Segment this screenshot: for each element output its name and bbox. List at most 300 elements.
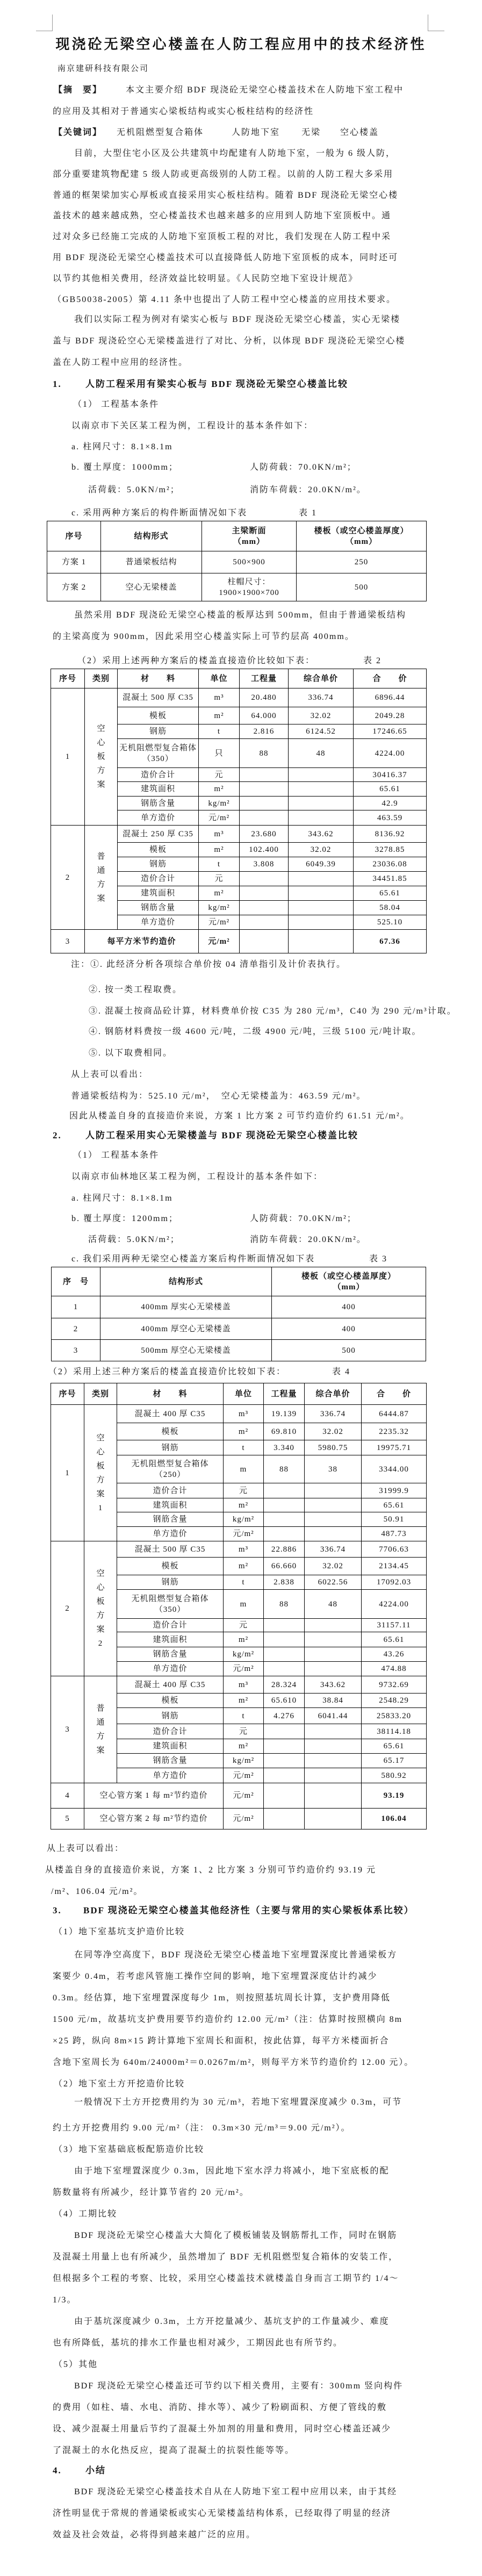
unit-price-cell: 336.74 bbox=[305, 1405, 362, 1423]
unit-price-cell: 6022.56 bbox=[305, 1575, 362, 1590]
total-cell: 2548.29 bbox=[362, 1694, 427, 1708]
unit-price-cell: 32.02 bbox=[289, 707, 354, 724]
unit-cell: 元/m² bbox=[224, 1783, 264, 1809]
unit-cell: m² bbox=[199, 886, 240, 901]
table-row bbox=[52, 1340, 426, 1361]
paragraph bbox=[53, 2311, 389, 2354]
quantity-cell bbox=[240, 901, 289, 915]
row-number-cell: 4 bbox=[51, 1783, 84, 1809]
total-cell: 17246.65 bbox=[354, 724, 427, 739]
page-corner-mark-right bbox=[428, 15, 444, 31]
text-line: /m²、106.04 元/m²。 bbox=[51, 1887, 143, 1896]
header-cell: 序号 bbox=[51, 1383, 84, 1405]
table-1 bbox=[47, 521, 427, 601]
unit-cell: m² bbox=[199, 843, 240, 857]
category-cell bbox=[84, 1676, 117, 1783]
text-line: BDF 现浇砼无梁空心楼盖还可节约以下相关费用，主要有：300mm 竖向构件 bbox=[74, 2381, 404, 2391]
text-line: 设、减少混凝土用量后节约了混凝土外加剂的用量和费用，同时空心楼盖还减少 bbox=[53, 2424, 392, 2434]
header-line: （mm） bbox=[346, 537, 377, 546]
cell: 1 bbox=[52, 1296, 100, 1318]
unit-price-cell bbox=[289, 782, 354, 797]
quantity-cell: 66.660 bbox=[264, 1558, 305, 1575]
quantity-cell: 2.838 bbox=[264, 1575, 305, 1590]
category-label: 空心板方案1 bbox=[96, 1433, 105, 1512]
unit-price-cell: 6041.44 bbox=[305, 1708, 362, 1724]
cell bbox=[202, 573, 297, 601]
unit-price-cell: 343.62 bbox=[305, 1676, 362, 1694]
unit-price-cell bbox=[305, 1483, 362, 1498]
section-2-heading: 人防工程采用实心无梁楼盖与 BDF 现浇砼无梁空心楼盖比较 bbox=[85, 1130, 358, 1140]
total-cell: 38114.18 bbox=[362, 1724, 427, 1739]
unit-cell: kg/m² bbox=[224, 1512, 264, 1527]
summary-label-cell: 空心管方案 2 每 m²节约造价 bbox=[84, 1809, 224, 1829]
section-1-number: 1. bbox=[53, 379, 62, 389]
unit-cell: 元 bbox=[199, 768, 240, 782]
text-line: （GB50038-2005）第 4.11 条中也提出了人防工程中空心楼盖的应用技术要求。 bbox=[53, 295, 396, 304]
table-2 bbox=[51, 669, 427, 953]
abstract-text-line: 本文主要介绍 BDF 现浇砼无梁空心楼盖技术在人防地下室工程中 bbox=[126, 85, 404, 95]
cell-line: 柱帽尺寸： bbox=[227, 577, 271, 586]
unit-cell: 只 bbox=[199, 739, 240, 768]
intro-paragraph-1 bbox=[53, 143, 398, 310]
total-cell: 580.92 bbox=[362, 1768, 427, 1783]
unit-cell: t bbox=[224, 1440, 264, 1455]
header-line: 主梁断面 bbox=[232, 526, 267, 535]
text-line: 由于地下室埋置深度少 0.3m，因此地下室水浮力将减小，地下室底板的配 bbox=[74, 2166, 390, 2176]
quantity-cell: 88 bbox=[264, 1455, 305, 1483]
text-line: 用 BDF 现浇砼无梁空心楼盖技术可以直接降低人防地下室顶板的成本，同时还可 bbox=[53, 253, 399, 262]
quantity-cell bbox=[264, 1739, 305, 1754]
quantity-cell bbox=[264, 1768, 305, 1783]
table-caption: 表 1 bbox=[299, 508, 318, 518]
total-cell: 3344.00 bbox=[362, 1455, 427, 1483]
unit-cell: 元 bbox=[199, 872, 240, 886]
unit-cell: 元/m² bbox=[224, 1809, 264, 1829]
header-cell: 单位 bbox=[224, 1383, 264, 1405]
summary-row bbox=[51, 1783, 427, 1809]
unit-cell: m² bbox=[224, 1632, 264, 1647]
unit-price-cell: 6124.52 bbox=[289, 724, 354, 739]
condition-b-load: 人防荷载：70.0KN/m²； bbox=[250, 463, 357, 472]
quantity-cell bbox=[264, 1483, 305, 1498]
unit-price-cell bbox=[289, 901, 354, 915]
subheading: （1）地下室基坑支护造价比较 bbox=[54, 1927, 185, 1936]
unit-price-cell bbox=[305, 1809, 362, 1829]
text-line: 案要少 0.4m，若考虑风管施工操作空间的影响，地下室埋置深度估计约减少 bbox=[53, 1972, 378, 1981]
total-cell: 2235.32 bbox=[362, 1423, 427, 1440]
quantity-cell bbox=[264, 1527, 305, 1541]
unit-cell: 元 bbox=[224, 1619, 264, 1632]
unit-price-cell bbox=[289, 810, 354, 826]
quantity-cell: 4.276 bbox=[264, 1708, 305, 1724]
author-company: 南京建研科技有限公司 bbox=[57, 64, 149, 73]
unit-cell: 元/m² bbox=[199, 810, 240, 826]
paragraph bbox=[53, 2376, 403, 2462]
text-line: 过对众多已经施工完成的人防地下室顶板工程的对比，我们发现在人防工程中采 bbox=[53, 232, 392, 242]
unit-price-cell: 32.02 bbox=[289, 843, 354, 857]
quantity-cell bbox=[264, 1498, 305, 1512]
quantity-cell bbox=[264, 1512, 305, 1527]
table-caption: 表 3 bbox=[369, 1254, 388, 1264]
total-cell: 463.59 bbox=[354, 810, 427, 826]
category-label: 普通方案 bbox=[96, 1704, 105, 1755]
material-cell: 混凝土 500 厚 C35 bbox=[118, 688, 199, 707]
unit-cell: m² bbox=[224, 1739, 264, 1754]
category-label: 空心板方案2 bbox=[96, 1569, 105, 1648]
quantity-cell bbox=[240, 782, 289, 797]
condition-c: c. 我们采用两种无梁空心楼盖方案后构件断面情况如下表 bbox=[71, 1254, 315, 1264]
section-3-number: 3. bbox=[53, 1905, 62, 1915]
header-cell: 单位 bbox=[199, 669, 240, 688]
total-cell: 6444.87 bbox=[362, 1405, 427, 1423]
total-cell: 23036.08 bbox=[354, 857, 427, 872]
note-line: 注：①. 此经济分析各项综合单价按 04 清单指引及计价表执行。 bbox=[71, 960, 347, 969]
category-label: 空心板方案 bbox=[97, 724, 106, 789]
cell: 500mm 厚空心无梁楼盖 bbox=[100, 1340, 272, 1361]
cell: 3 bbox=[52, 1340, 100, 1361]
total-cell: 487.73 bbox=[362, 1527, 427, 1541]
total-cell: 65.61 bbox=[362, 1498, 427, 1512]
condition-live-load: 活荷载：5.0KN/m²； bbox=[88, 485, 180, 494]
table-4 bbox=[51, 1383, 427, 1829]
keywords-label: 【关键词】 bbox=[54, 128, 103, 137]
text-line: 含地下室周长为 640m/24000m²＝0.0267m/m²，则每平方米节约造价约 12.00 元）。 bbox=[53, 2058, 414, 2067]
unit-price-cell bbox=[305, 1527, 362, 1541]
table-header-row bbox=[52, 1267, 426, 1296]
unit-cell: m³ bbox=[199, 826, 240, 843]
material-cell: 钢筋含量 bbox=[118, 901, 199, 915]
unit-cell: m² bbox=[224, 1498, 264, 1512]
summary-label-cell: 空心管方案 1 每 m²节约造价 bbox=[84, 1783, 224, 1809]
quantity-cell bbox=[240, 810, 289, 826]
total-cell: 19975.71 bbox=[362, 1440, 427, 1455]
total-cell: 25833.20 bbox=[362, 1708, 427, 1724]
quantity-cell bbox=[240, 886, 289, 901]
material-cell: 钢筋含量 bbox=[117, 1647, 224, 1662]
unit-price-cell bbox=[289, 872, 354, 886]
intro-paragraph-2 bbox=[53, 309, 405, 374]
table-row bbox=[51, 1541, 427, 1558]
material-cell: 钢筋 bbox=[118, 857, 199, 872]
text-line: 筋数量将有所减少，经计算节省约 20 元/m²。 bbox=[53, 2188, 249, 2197]
section-2-number: 2. bbox=[53, 1130, 62, 1140]
text-line: 的主梁高度为 900mm，因此采用空心楼盖实际上可节约层高 400mm。 bbox=[53, 632, 355, 641]
total-cell: 30416.37 bbox=[354, 768, 427, 782]
total-cell: 7706.63 bbox=[362, 1541, 427, 1558]
section-1-heading: 人防工程采用有梁实心板与 BDF 现浇砼无梁空心楼盖比较 bbox=[85, 379, 348, 389]
row-number-cell: 5 bbox=[51, 1809, 84, 1829]
header-cell: 序 号 bbox=[52, 1267, 100, 1296]
material-cell: 模板 bbox=[117, 1423, 224, 1440]
header-cell: 类别 bbox=[84, 1383, 117, 1405]
summary-label-cell: 每平方米节约造价 bbox=[85, 930, 199, 953]
unit-price-cell: 32.02 bbox=[305, 1423, 362, 1440]
keyword: 无梁 bbox=[301, 128, 321, 137]
cell: 400mm 厚空心无梁楼盖 bbox=[100, 1318, 272, 1340]
unit-cell: 元/m² bbox=[224, 1527, 264, 1541]
total-cell: 65.61 bbox=[354, 782, 427, 797]
header-cell: 结构形式 bbox=[101, 521, 202, 551]
condition-c: c. 采用两种方案后的构件断面情况如下表 bbox=[71, 508, 248, 518]
total-cell: 65.61 bbox=[362, 1632, 427, 1647]
total-cell: 65.17 bbox=[362, 1754, 427, 1768]
material-cell: 无机阻燃型复合箱体（350） bbox=[118, 739, 199, 768]
material-cell: 单方造价 bbox=[118, 810, 199, 826]
unit-price-cell bbox=[305, 1783, 362, 1809]
header-cell: 类别 bbox=[85, 669, 118, 688]
cell: 普通梁板结构 bbox=[101, 551, 202, 573]
category-cell bbox=[84, 1541, 117, 1676]
quantity-cell: 2.816 bbox=[240, 724, 289, 739]
unit-price-cell bbox=[305, 1768, 362, 1783]
unit-price-cell: 5980.75 bbox=[305, 1440, 362, 1455]
header-cell: 综合单价 bbox=[289, 669, 354, 688]
total-cell: 65.61 bbox=[362, 1739, 427, 1754]
section-3-heading: BDF 现浇砼无梁空心楼盖其他经济性（主要与常用的实心梁板体系比较） bbox=[83, 1905, 414, 1915]
table-row bbox=[51, 688, 427, 707]
total-cell: 474.88 bbox=[362, 1662, 427, 1676]
quantity-cell bbox=[240, 797, 289, 810]
unit-cell: m² bbox=[224, 1423, 264, 1440]
material-cell: 钢筋 bbox=[117, 1575, 224, 1590]
material-cell: 造价合计 bbox=[117, 1483, 224, 1498]
header-cell: 合 价 bbox=[362, 1383, 427, 1405]
table-row bbox=[51, 1676, 427, 1694]
cell: 400mm 厚实心无梁楼盖 bbox=[100, 1296, 272, 1318]
total-cell: 4224.00 bbox=[362, 1590, 427, 1619]
condition-live-load: 活荷载：5.0KN/m²； bbox=[88, 1235, 180, 1244]
header-cell bbox=[297, 521, 427, 551]
unit-price-cell bbox=[289, 797, 354, 810]
text-line: 从楼盖自身的直接造价来说，方案 1、2 比方案 3 分别可节约造价约 93.19 元 bbox=[45, 1865, 377, 1875]
unit-price-cell bbox=[305, 1619, 362, 1632]
total-cell: 9732.69 bbox=[362, 1676, 427, 1694]
summary-row bbox=[51, 1809, 427, 1829]
unit-cell: kg/m² bbox=[199, 797, 240, 810]
cell: 500×900 bbox=[202, 551, 297, 573]
material-cell: 建筑面积 bbox=[117, 1498, 224, 1512]
text-line: 0.3m。经估算，地下室埋置深度每少 1m，则按照基坑周长计算，支护费用降低 bbox=[53, 1993, 391, 2003]
material-cell: 模板 bbox=[117, 1558, 224, 1575]
header-cell: 综合单价 bbox=[305, 1383, 362, 1405]
unit-cell: 元 bbox=[224, 1724, 264, 1739]
page-corner-mark-left bbox=[36, 15, 53, 31]
keyword: 人防地下室 bbox=[232, 128, 280, 137]
subheading: （3）地下室基础底板配筋造价比较 bbox=[54, 2145, 205, 2154]
unit-cell: m² bbox=[199, 707, 240, 724]
unit-price-cell: 336.74 bbox=[289, 688, 354, 707]
unit-cell: kg/m² bbox=[199, 901, 240, 915]
subheading: （4）工期比较 bbox=[54, 2209, 118, 2219]
subheading: （1） 工程基本条件 bbox=[73, 400, 160, 409]
quantity-cell bbox=[264, 1783, 305, 1809]
material-cell: 建筑面积 bbox=[117, 1739, 224, 1754]
table-header-row bbox=[51, 1383, 427, 1405]
text-line: 也有所降低，基坑的排水工作量也相对减少，工期因此也有所节约。 bbox=[53, 2338, 343, 2348]
header-line: 楼板（或空心楼盖厚度） bbox=[314, 526, 409, 535]
unit-price-cell bbox=[305, 1662, 362, 1676]
subheading: （2）地下室土方开挖造价比较 bbox=[54, 2079, 185, 2089]
total-cell: 93.19 bbox=[362, 1783, 427, 1809]
cell: 400 bbox=[272, 1296, 426, 1318]
total-cell: 31157.11 bbox=[362, 1619, 427, 1632]
subheading: （1） 工程基本条件 bbox=[73, 1151, 160, 1160]
text-line: 约土方开挖费用约 9.00 元/m²（注： 0.3m×30 元/m³＝9.00 元/m²）。 bbox=[53, 2123, 351, 2133]
unit-cell: 元 bbox=[224, 1483, 264, 1498]
condition-fire-truck-load: 消防车荷载：20.0KN/m²。 bbox=[250, 485, 366, 494]
table-row bbox=[52, 1318, 426, 1340]
unit-cell: t bbox=[224, 1708, 264, 1724]
total-cell: 34451.85 bbox=[354, 872, 427, 886]
text-line: ×25 跨，纵向 8m×15 跨计算地下室周长和面积，按此估算，每平方米楼面折合 bbox=[53, 2036, 390, 2046]
category-cell bbox=[85, 826, 118, 930]
quantity-cell: 88 bbox=[264, 1590, 305, 1619]
text-line: 了混凝土的水化热反应，提高了混凝土的抗裂性能等等。 bbox=[53, 2446, 295, 2455]
text-line: 但根据多个工程的考察、比较，采用空心楼盖技术就楼盖自身而言工期节约 1/4～ bbox=[53, 2274, 399, 2283]
material-cell: 建筑面积 bbox=[117, 1632, 224, 1647]
unit-price-cell bbox=[305, 1498, 362, 1512]
table-row bbox=[47, 573, 427, 601]
condition-a: a. 柱网尺寸：8.1×8.1m bbox=[71, 1194, 173, 1203]
material-cell: 混凝土 400 厚 C35 bbox=[117, 1405, 224, 1423]
unit-cell: m² bbox=[199, 782, 240, 797]
subheading: （5）其他 bbox=[54, 2360, 98, 2369]
table-header-row bbox=[47, 521, 427, 551]
material-cell: 模板 bbox=[118, 707, 199, 724]
unit-price-cell bbox=[305, 1739, 362, 1754]
text-line: 盖技术的越来越成熟，空心楼盖技术也越来越多的应用到人防地下室顶板中。通 bbox=[53, 211, 392, 221]
condition-b: b. 覆土厚度：1000mm； bbox=[71, 463, 178, 472]
unit-price-cell bbox=[289, 930, 354, 953]
text-line: 以节约其他相关费用，经济效益比较明显。《人民防空地下室设计规范》 bbox=[53, 274, 358, 283]
quantity-cell: 28.324 bbox=[264, 1676, 305, 1694]
material-cell: 钢筋 bbox=[117, 1440, 224, 1455]
material-cell: 无机阻燃型复合箱体（350） bbox=[117, 1590, 224, 1619]
unit-cell: m bbox=[224, 1455, 264, 1483]
category-label: 普通方案 bbox=[97, 852, 106, 903]
unit-cell: 元/m² bbox=[224, 1768, 264, 1783]
header-line: （mm） bbox=[233, 537, 265, 546]
material-cell: 单方造价 bbox=[118, 915, 199, 930]
quantity-cell bbox=[264, 1754, 305, 1768]
keyword: 空心楼盖 bbox=[340, 128, 379, 137]
quantity-cell bbox=[264, 1619, 305, 1632]
table-row bbox=[52, 1296, 426, 1318]
header-cell: 工程量 bbox=[264, 1383, 305, 1405]
text-line: BDF 现浇砼无梁空心楼盖技术自从在人防地下室工程中应用以来，由于其经 bbox=[74, 2487, 398, 2496]
material-cell: 钢筋 bbox=[117, 1708, 224, 1724]
material-cell: 建筑面积 bbox=[118, 886, 199, 901]
unit-cell: m³ bbox=[199, 688, 240, 707]
cell: 空心无梁楼盖 bbox=[101, 573, 202, 601]
quantity-cell: 19.139 bbox=[264, 1405, 305, 1423]
condition-b: b. 覆土厚度：1200mm； bbox=[71, 1214, 178, 1223]
subheading: （2）采用上述两种方案后的楼盖直接造价比较如下表： bbox=[77, 656, 315, 665]
unit-price-cell: 48 bbox=[305, 1590, 362, 1619]
header-cell: 材 料 bbox=[118, 669, 199, 688]
total-cell: 43.26 bbox=[362, 1647, 427, 1662]
category-cell bbox=[84, 1405, 117, 1541]
unit-cell: 元/m² bbox=[199, 915, 240, 930]
unit-cell: kg/m² bbox=[224, 1647, 264, 1662]
unit-price-cell: 38.84 bbox=[305, 1694, 362, 1708]
cell: 方案 1 bbox=[47, 551, 101, 573]
quantity-cell: 3.340 bbox=[264, 1440, 305, 1455]
row-number-cell: 3 bbox=[51, 1676, 84, 1783]
note-line: ⑤. 以下取费相同。 bbox=[89, 1049, 173, 1058]
table-header-row bbox=[51, 669, 427, 688]
text-line: 效益及社会效益，必将得到越来越广泛的应用。 bbox=[53, 2530, 256, 2539]
table-caption: 表 4 bbox=[332, 1367, 351, 1376]
text-line: 从上表可以看出： bbox=[71, 1070, 149, 1079]
cell: 方案 2 bbox=[47, 573, 101, 601]
material-cell: 钢筋含量 bbox=[117, 1512, 224, 1527]
total-cell: 3278.85 bbox=[354, 843, 427, 857]
quantity-cell bbox=[240, 768, 289, 782]
note-line: ②. 按一类工程取费。 bbox=[89, 985, 183, 994]
header-line: （mm） bbox=[333, 1282, 365, 1291]
text-line: 虽然采用 BDF 现浇砼无梁空心楼盖的板厚达到 500mm，但由于普通梁板结构 bbox=[74, 611, 407, 620]
total-cell: 17092.03 bbox=[362, 1575, 427, 1590]
category-cell bbox=[85, 688, 118, 826]
unit-price-cell: 6049.39 bbox=[289, 857, 354, 872]
text-line: 因此从楼盖自身的直接造价来说，方案 1 比方案 2 可节约造价约 61.51 元/m²。 bbox=[69, 1111, 410, 1121]
condition-fire-truck-load: 消防车荷载：20.0KN/m²。 bbox=[250, 1235, 366, 1244]
text-line: 及混凝土用量上也有所减少，虽然增加了 BDF 无机阻燃型复合箱体的安装工作， bbox=[53, 2252, 399, 2262]
total-cell: 2134.45 bbox=[362, 1558, 427, 1575]
unit-cell: m³ bbox=[224, 1405, 264, 1423]
total-cell: 8136.92 bbox=[354, 826, 427, 843]
table-row bbox=[51, 826, 427, 843]
quantity-cell: 102.400 bbox=[240, 843, 289, 857]
total-cell: 50.91 bbox=[362, 1512, 427, 1527]
total-cell: 67.36 bbox=[354, 930, 427, 953]
condition-a: a. 柱网尺寸：8.1×8.1m bbox=[71, 442, 173, 451]
total-cell: 2049.28 bbox=[354, 707, 427, 724]
unit-price-cell bbox=[305, 1724, 362, 1739]
material-cell: 模板 bbox=[117, 1694, 224, 1708]
cell: 500 bbox=[272, 1340, 426, 1361]
quantity-cell: 69.810 bbox=[264, 1423, 305, 1440]
unit-cell: m² bbox=[224, 1558, 264, 1575]
row-number-cell: 2 bbox=[51, 1541, 84, 1676]
text-line: 在同等净空高度下，BDF 现浇砼无梁空心楼盖地下室埋置深度比普通梁板方 bbox=[74, 1950, 398, 1960]
unit-price-cell: 336.74 bbox=[305, 1541, 362, 1558]
quantity-cell bbox=[240, 872, 289, 886]
header-cell: 序号 bbox=[51, 669, 85, 688]
text-line: 济性明显优于常规的普通梁板或实心无梁楼盖结构体系，已经取得了明显的经济 bbox=[53, 2509, 392, 2518]
note-line: ③. 混凝土按商品砼计算，材料费单价按 C35 为 280 元/m³，C40 为 290 元/m³计取。 bbox=[89, 1007, 457, 1016]
material-cell: 单方造价 bbox=[117, 1527, 224, 1541]
total-cell: 65.61 bbox=[354, 886, 427, 901]
material-cell: 混凝土 500 厚 C35 bbox=[117, 1541, 224, 1558]
material-cell: 无机阻燃型复合箱体（250） bbox=[117, 1455, 224, 1483]
text-line: 从上表可以看出： bbox=[47, 1844, 125, 1853]
total-cell: 58.04 bbox=[354, 901, 427, 915]
subheading: （2）采用上述三种方案后的楼盖直接造价比较如下表： bbox=[48, 1367, 286, 1376]
text-line: 普通梁板结构为：525.10 元/m²， 空心无梁楼盖为：463.59 元/m²。 bbox=[71, 1092, 366, 1101]
material-cell: 钢筋 bbox=[118, 724, 199, 739]
unit-cell: t bbox=[199, 857, 240, 872]
table-caption: 表 2 bbox=[363, 656, 382, 665]
section-4-heading: 小结 bbox=[85, 2465, 106, 2475]
header-cell: 结构形式 bbox=[100, 1267, 272, 1296]
unit-price-cell: 32.02 bbox=[305, 1558, 362, 1575]
unit-price-cell bbox=[305, 1647, 362, 1662]
quantity-cell bbox=[264, 1724, 305, 1739]
abstract-label: 【摘 要】 bbox=[54, 85, 103, 95]
text-line: 的费用（如柱、墙、水电、消防、排水等）、减少了粉刷面积、方便了管线的敷 bbox=[53, 2403, 387, 2412]
